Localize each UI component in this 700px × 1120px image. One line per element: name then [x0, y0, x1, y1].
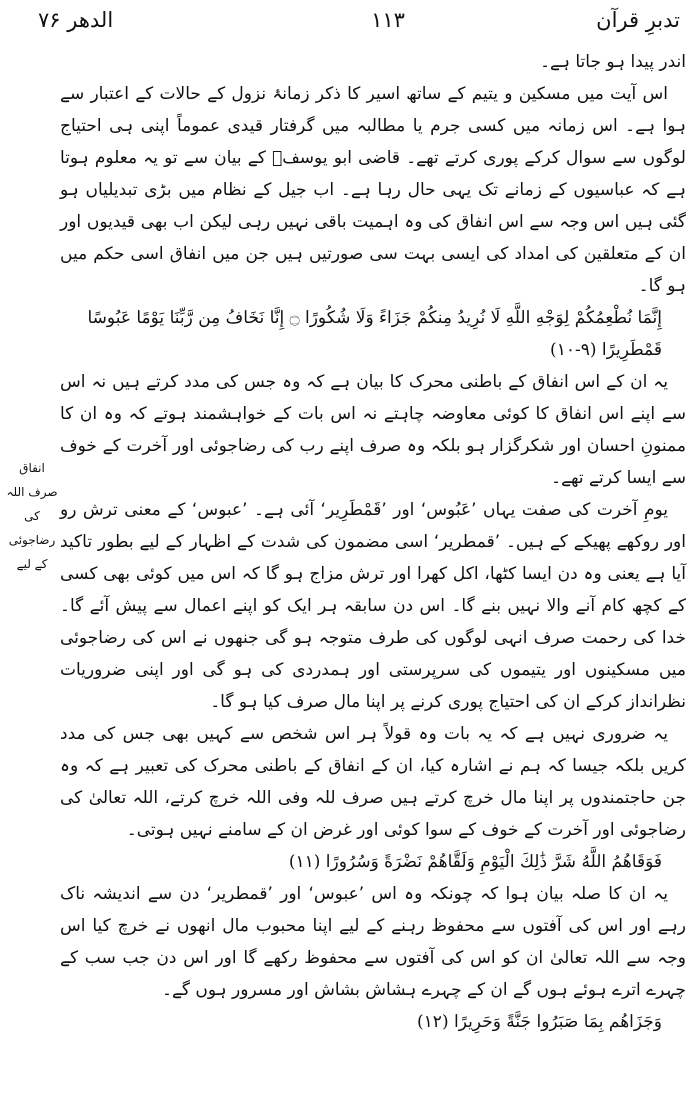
page-number: ۱۱۳	[371, 8, 405, 32]
paragraph: یومِ آخرت کی صفت یہاں ’عَبُوس‘ اور ’قَمْطَرِیر‘ آئی ہے۔ ’عبوس‘ کے معنی ترش رو اور روکھے پھیکے کے ہیں۔ ’قمطریر‘ اسی مضمون کی شدت کے اظہار کے لیے بطور تاکید آیا ہے یعنی وہ دن ایسا کٹھا، اکل کھرا اور ترش مزاج ہو گا کہ اس میں کوئی بھی کسی کے کچھ کام آنے والا نہیں بنے گا۔ اس دن سابقہ ہر ایک کو اپنے اعمال سے پیش آئے گا۔ خدا کی رحمت صرف انہی لوگوں کی طرف متوجہ ہو گی جنھوں نے اس کی رضاجوئی میں مسکینوں اور یتیموں کی سرپرستی اور ہمدردی کی ہو گی اور اپنی ضروریات نظرانداز کرکے ان کی احتیاج پوری کرنے پر اپنا مال صرف کیا ہو گا۔	[60, 500, 686, 712]
quran-verse: وَجَزَاهُم بِمَا صَبَرُوا جَنَّةً وَحَرِيرًا (۱۲)	[417, 1012, 662, 1032]
paragraph: یہ ان کے اس انفاق کے باطنی محرک کا بیان ہے کہ وہ جس کی مدد کرتے ہیں نہ اس سے اپنے اس انفاق کا کوئی معاوضہ چاہتے نہ اس بات کے خواہشمند ہوتے کہ وہ ان کا ممنونِ احسان اور شکرگزار ہو بلکہ وہ صرف اپنے رب کی رضاجوئی اور آخرت کے خوف سے ایسا کرتے تھے۔	[60, 372, 686, 488]
book-title: تدبرِ قرآن	[596, 8, 680, 32]
main-text	[60, 46, 686, 1038]
running-header	[38, 8, 680, 38]
margin-note: انفاق صرف اللہ کی رضاجوئی کے لیے	[6, 461, 58, 571]
paragraph: یہ ضروری نہیں ہے کہ یہ بات وہ قولاً ہر اس شخص سے کہیں بھی جس کی مدد کریں بلکہ جیسا کہ ہم نے اشارہ کیا، ان کے انفاق کے باطنی محرک کی تعبیر ہے کہ وہ جن حاجتمندوں پر اپنا مال خرچ کرتے ہیں صرف للہ وفی اللہ خرچ کرتے، اللہ تعالیٰ کی رضاجوئی اور آخرت کے خوف کے سوا کوئی اور غرض ان کے سامنے نہیں ہوتی۔	[60, 724, 686, 840]
surah-name: الدھر ۷۶	[38, 8, 114, 32]
paragraph: یہ ان کا صلہ بیان ہوا کہ چونکہ وہ اس ’عبوس‘ اور ’قمطریر‘ دن سے اندیشہ ناک رہے اور اس کی آفتوں سے محفوظ رہنے کے لیے اپنا محبوب مال انھوں نے خرچ کیا اس وجہ سے اللہ تعالیٰ ان کو اس کی آفتوں سے محفوظ رکھے گا اور اس دن جب سب کے چہرے اترے ہوئے ہوں گے ان کے چہرے ہشاش بشاش اور مسرور ہوں گے۔	[60, 884, 686, 1000]
paragraph: اس آیت میں مسکین و یتیم کے ساتھ اسیر کا ذکر زمانۂ نزول کے حالات کے اعتبار سے ہوا ہے۔ اس زمانہ میں کسی جرم یا مطالبہ میں گرفتار قیدی عموماً اپنی ہی احتیاج لوگوں سے سوال کرکے پوری کرتے تھے۔ قاضی ابو یوسفؒ کے بیان سے تو یہ معلوم ہوتا ہے کہ عباسیوں کے زمانے تک یہی حال رہا ہے۔ اب جیل کے نظام میں بڑی تبدیلیاں ہو گئی ہیں اس وجہ سے اس انفاق کی وہ اہمیت باقی نہیں رہی لیکن اب بھی قیدیوں اور ان کے متعلقین کی امداد کی ایسی بہت سی صورتیں ہیں جن میں انفاق اسی حکم میں ہو گا۔	[60, 84, 686, 296]
quran-verse: إِنَّمَا نُطْعِمُكُمْ لِوَجْهِ اللَّهِ لَا نُرِيدُ مِنكُمْ جَزَاءً وَلَا شُكُورًا ۝ إِنَّا نَخَافُ مِن رَّبِّنَا يَوْمًا عَبُوسًا قَمْطَرِيرًا (۹-۱۰)	[87, 308, 662, 360]
quran-verse: فَوَقَاهُمُ اللَّهُ شَرَّ ذَٰلِكَ الْيَوْمِ وَلَقَّاهُمْ نَضْرَةً وَسُرُورًا (۱۱)	[288, 852, 662, 872]
paragraph: اندر پیدا ہو جاتا ہے۔	[540, 52, 686, 72]
